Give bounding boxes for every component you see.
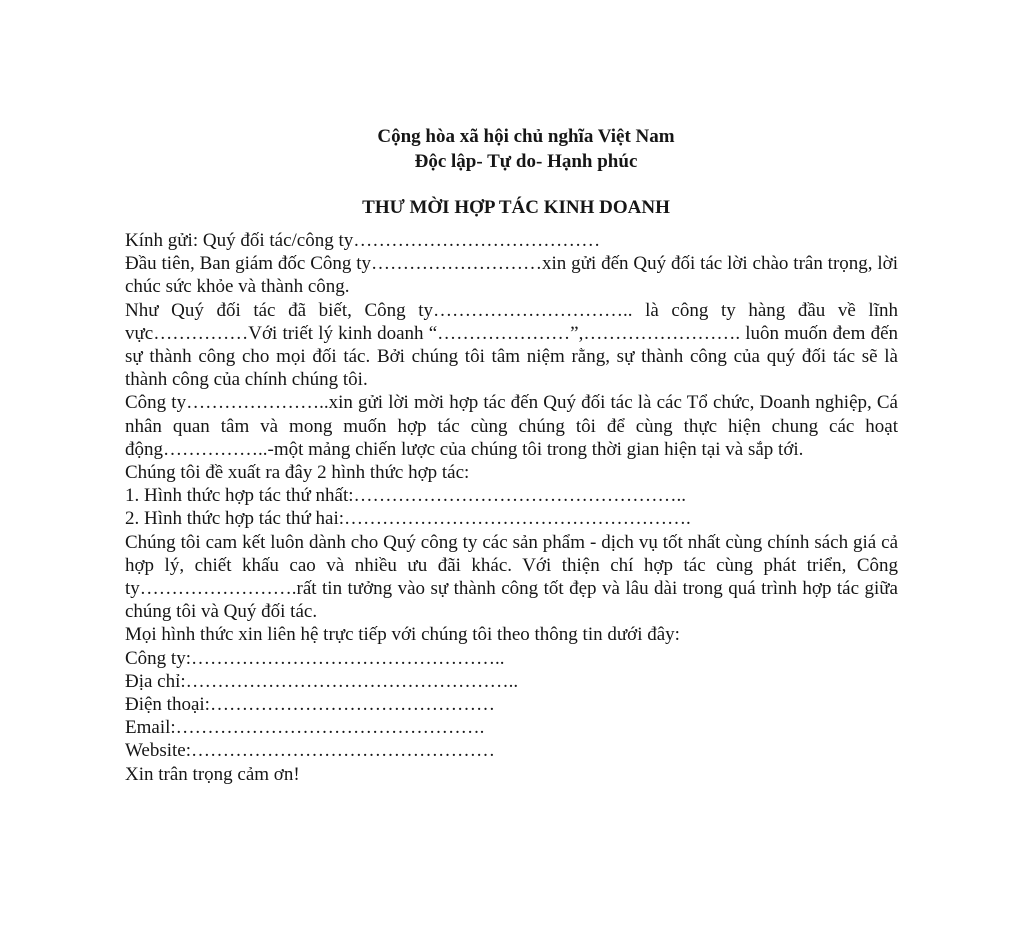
paragraph-contact: Mọi hình thức xin liên hệ trực tiếp với chúng tôi theo thông tin dưới đây: — [125, 624, 680, 646]
cooperation-form-1: 1. Hình thức hợp tác thứ nhất:…………………………………………….. — [125, 485, 687, 507]
paragraph-proposal: Chúng tôi đề xuất ra đây 2 hình thức hợp tác: — [125, 462, 470, 484]
closing-line: Xin trân trọng cảm ơn! — [125, 763, 300, 785]
salutation: Kính gửi: Quý đối tác/công ty………………………………… — [125, 230, 601, 251]
contact-address: Địa chỉ:…………………………………………….. — [125, 670, 519, 692]
national-header — [0, 124, 1024, 174]
contact-email: Email:…………………………………………. — [125, 717, 485, 739]
contact-company: Công ty:………………………………………….. — [125, 647, 505, 669]
contact-phone: Điện thoại:……………………………………… — [125, 694, 495, 716]
header-country: Cộng hòa xã hội chủ nghĩa Việt Nam — [377, 126, 675, 147]
paragraph-invitation: Công ty…………………..xin gửi lời mời hợp tác đến Quý đối tác là các Tổ chức, Doanh nghiệp, Cá nhân quan tâm và mong muốn hợp tác cùng chúng tôi để cùng thực hiện chung các hoạt động……………..-một mảng chiến lược của chúng tôi trong thời gian hiện tại và sắp tới. — [125, 392, 898, 460]
cooperation-form-2: 2. Hình thức hợp tác thứ hai:………………………………………………. — [125, 508, 691, 530]
paragraph-commitment: Chúng tôi cam kết luôn dành cho Quý công ty các sản phẩm - dịch vụ tốt nhất cùng chính sách giá cả hợp lý, chiết khấu cao và nhiều ưu đãi khác. Với thiện chí hợp tác cùng phát triển, Công ty…………………….rất tin tưởng vào sự thành công tốt đẹp và lâu dài trong quá trình hợp tác giữa chúng tôi và Quý đối tác. — [125, 531, 898, 623]
letter-body — [125, 229, 898, 786]
paragraph-greeting: Đầu tiên, Ban giám đốc Công ty………………………xin gửi đến Quý đối tác lời chào trân trọng, lời chúc sức khỏe và thành công. — [125, 253, 898, 298]
letter-title: THƯ MỜI HỢP TÁC KINH DOANH — [362, 197, 670, 218]
header-motto: Độc lập- Tự do- Hạnh phúc — [414, 151, 638, 172]
paragraph-introduction: Như Quý đối tác đã biết, Công ty………………………….. là công ty hàng đầu về lĩnh vực……………Với triết lý kinh doanh “…………………”,……………………. luôn muốn đem đến sự thành công cho mọi đối tác. Bởi chúng tôi tâm niệm rằng, sự thành công của quý đối tác sẽ là thành công của chính chúng tôi. — [125, 299, 898, 391]
contact-website: Website:………………………………………… — [125, 740, 496, 762]
